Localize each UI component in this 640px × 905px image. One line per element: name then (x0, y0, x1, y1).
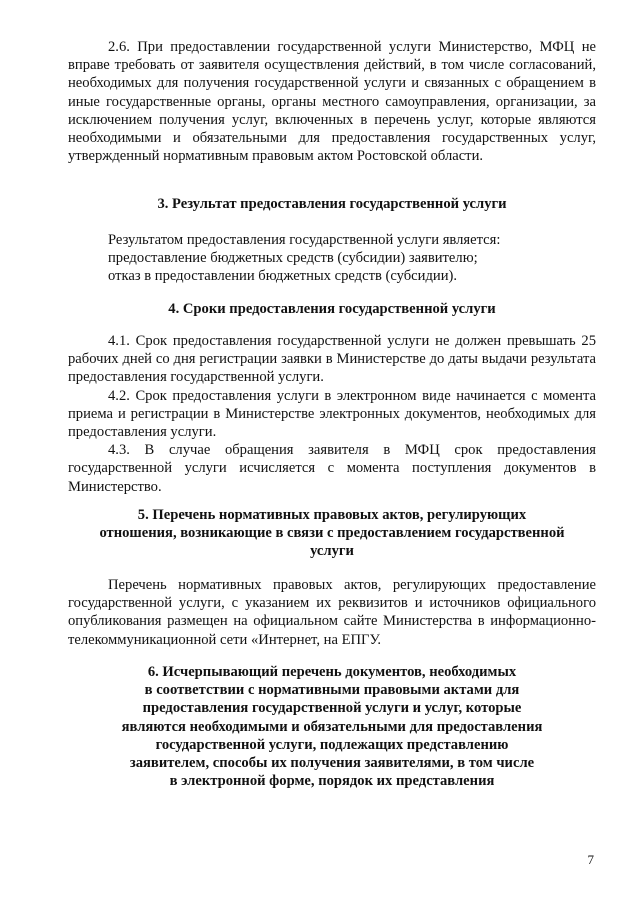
section-6-heading-line: в электронной форме, порядок их представления (169, 773, 495, 790)
section-5-body (68, 576, 596, 649)
paragraph-2-6 (68, 38, 596, 165)
section-6-heading-line: в соответствии с нормативными правовыми актами для (144, 682, 520, 699)
section-3-result-list (108, 231, 596, 286)
paragraph-2-6-text: 2.6. При предоставлении государственной услуги Министерство, МФЦ не вправе требовать от заявителя осуществления действий, в том числе согласований, необходимых для получения государственной услуги и связанных с обращением в иные государственные органы, органы местного самоуправления, организации, за исключением получения услуг, включенных в перечень услуг, которые являются необходимыми и обязательными для предоставления государственных услуг, утвержденный нормативным правовым актом Ростовской области. (68, 39, 596, 165)
result-line: Результатом предоставления государственной услуги является: (108, 232, 501, 248)
section-5-heading-line: 5. Перечень нормативных правовых актов, регулирующих (137, 507, 527, 523)
paragraph-4-3: 4.3. В случае обращения заявителя в МФЦ срок предоставления государственной услуги исчисляется с момента поступления документов в Министерство. (68, 442, 596, 495)
section-6-heading-line: заявителем, способы их получения заявителями, в том числе (129, 755, 535, 772)
result-line: отказ в предоставлении бюджетных средств (субсидии). (108, 268, 458, 285)
section-5-heading-line: услуги (310, 543, 354, 560)
section-6-heading-line: государственной услуги, подлежащих представлению (155, 736, 509, 753)
section-6-heading-line: являются необходимыми и обязательными для предоставления (121, 718, 543, 735)
section-6-heading (68, 663, 596, 790)
section-5-heading-line: отношения, возникающие в связи с предоставлением государственной (99, 525, 565, 542)
paragraph-4-1: 4.1. Срок предоставления государственной услуги не должен превышать 25 рабочих дней со дня регистрации заявки в Министерстве до даты выдачи результата предоставления государственной услуги. (68, 333, 596, 386)
result-line: предоставление бюджетных средств (субсидии) заявителю; (108, 250, 478, 267)
section-6-heading-line: предоставления государственной услуги и услуг, которые (142, 700, 522, 717)
section-4-heading: 4. Сроки предоставления государственной услуги (168, 301, 496, 317)
section-5-heading (68, 506, 596, 561)
paragraph-4-2: 4.2. Срок предоставления услуги в электронном виде начинается с момента приема и регистрации в Министерстве электронных документов, необходимых для предоставления услуги. (68, 387, 596, 441)
section-3-heading: 3. Результат предоставления государственной услуги (157, 196, 507, 212)
section-6-heading-line: 6. Исчерпывающий перечень документов, необходимых (147, 664, 517, 680)
paragraph-5-text: Перечень нормативных правовых актов, регулирующих предоставление государственной услуги, с указанием их реквизитов и источников официального опубликования размещен на официальном сайте Министерства в информационно-телекоммуникационной сети «Интернет, на ЕПГУ. (68, 577, 596, 648)
page-number: 7 (587, 852, 594, 867)
section-4-body (68, 332, 596, 496)
